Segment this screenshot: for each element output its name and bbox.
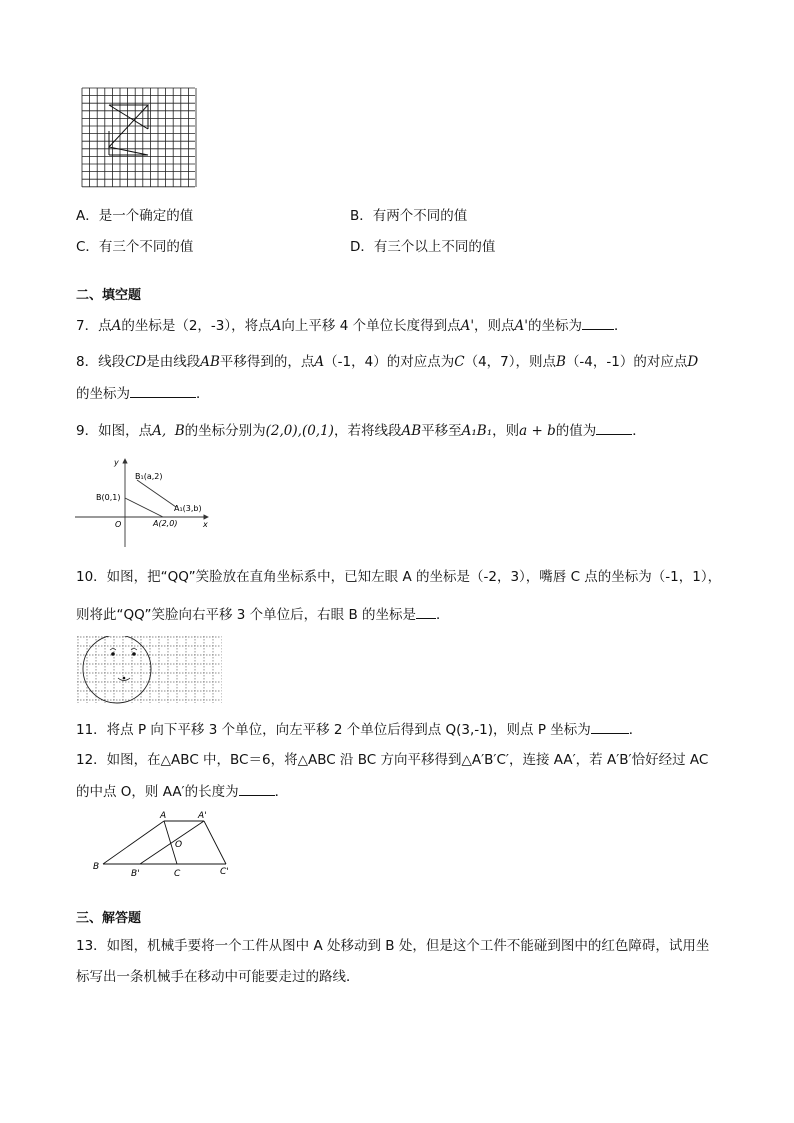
label-a1: A₁(3,b) bbox=[174, 504, 202, 513]
answer-blank bbox=[596, 420, 632, 435]
answer-blank bbox=[239, 781, 275, 796]
option-a: A．是一个确定的值 bbox=[76, 208, 194, 224]
label-o: O bbox=[175, 840, 183, 850]
question-13-line2: 标写出一条机械手在移动中可能要走过的路线． bbox=[76, 969, 360, 985]
y-axis-label: y bbox=[114, 458, 119, 467]
left-eye bbox=[111, 652, 115, 656]
label-b1: B₁(a,2) bbox=[135, 472, 163, 481]
label-b: B bbox=[93, 862, 100, 872]
question-13-line1: 13．如图，机械手要将一个工件从图中 A 处移动到 B 处，但是这个工件不能碰到图中的红色障碍，试用坐 bbox=[76, 938, 710, 954]
grid-zigzag-figure bbox=[81, 87, 197, 189]
label-b: B(0,1) bbox=[96, 493, 121, 502]
question-9: 9．如图，点A, B的坐标分别为(2,0),(0,1)，若将线段AB平移至A₁B₁，则a + b的值为 ． bbox=[76, 420, 646, 441]
segment-a-prime-b-prime bbox=[140, 821, 204, 864]
label-a: A(2,0) bbox=[153, 519, 178, 528]
question-10-line2: 则将此“QQ”笑脸向右平移 3 个单位后，右眼 B 的坐标是 ． bbox=[76, 604, 450, 625]
section-fill-heading: 二、填空题 bbox=[76, 288, 142, 303]
question-7: 7．点A的坐标是（2，-3），将点A向上平移 4 个单位长度得到点A'，则点A'的坐标为 ． bbox=[76, 315, 628, 336]
triangle-translation-figure bbox=[88, 808, 238, 880]
segment-ab bbox=[103, 821, 164, 864]
option-c: C．有三个不同的值 bbox=[76, 239, 194, 255]
question-10-line1: 10．如图，把“QQ”笑脸放在直角坐标系中，已知左眼 A 的坐标是（-2，3），嘴唇 C 点的坐标为（-1，1）， bbox=[76, 569, 722, 585]
segment-a1b1 bbox=[137, 480, 176, 507]
segment-a-prime-c-prime bbox=[204, 821, 226, 864]
coordinate-figure-q9 bbox=[70, 455, 220, 550]
answer-blank bbox=[416, 604, 436, 619]
question-8: 8．线段CD是由线段AB平移得到的，点A（-1，4）的对应点为C（4，7），则点B（-4，-1）的对应点D bbox=[76, 354, 699, 370]
segment-ab bbox=[125, 498, 163, 517]
question-11: 11．将点 P 向下平移 3 个单位，向左平移 2 个单位后得到点 Q(3,-1)，则点 P 坐标为 ． bbox=[76, 719, 642, 740]
zigzag-path bbox=[109, 105, 148, 155]
option-b: B．有两个不同的值 bbox=[350, 208, 468, 224]
origin-label: O bbox=[115, 520, 122, 529]
question-8-line2: 的坐标为 ． bbox=[76, 383, 210, 404]
section-answer-heading: 三、解答题 bbox=[76, 911, 142, 926]
right-eye bbox=[132, 652, 136, 656]
question-12-line1: 12．如图，在△ABC 中，BC＝6，将△ABC 沿 BC 方向平移得到△A′B′C′，连接 AA′，若 A′B′恰好经过 AC bbox=[76, 752, 709, 768]
label-c-prime: C' bbox=[220, 867, 229, 877]
answer-blank bbox=[591, 719, 629, 734]
x-axis-label: x bbox=[203, 520, 208, 529]
qq-smiley-figure bbox=[77, 636, 222, 704]
answer-blank bbox=[582, 315, 614, 330]
question-12-line2: 的中点 O，则 AA′的长度为 ． bbox=[76, 781, 288, 802]
label-a: A bbox=[160, 811, 167, 821]
label-c: C bbox=[174, 869, 181, 879]
label-a-prime: A' bbox=[198, 811, 207, 821]
option-d: D．有三个以上不同的值 bbox=[350, 239, 496, 255]
answer-blank bbox=[130, 383, 196, 398]
label-b-prime: B' bbox=[131, 869, 140, 879]
